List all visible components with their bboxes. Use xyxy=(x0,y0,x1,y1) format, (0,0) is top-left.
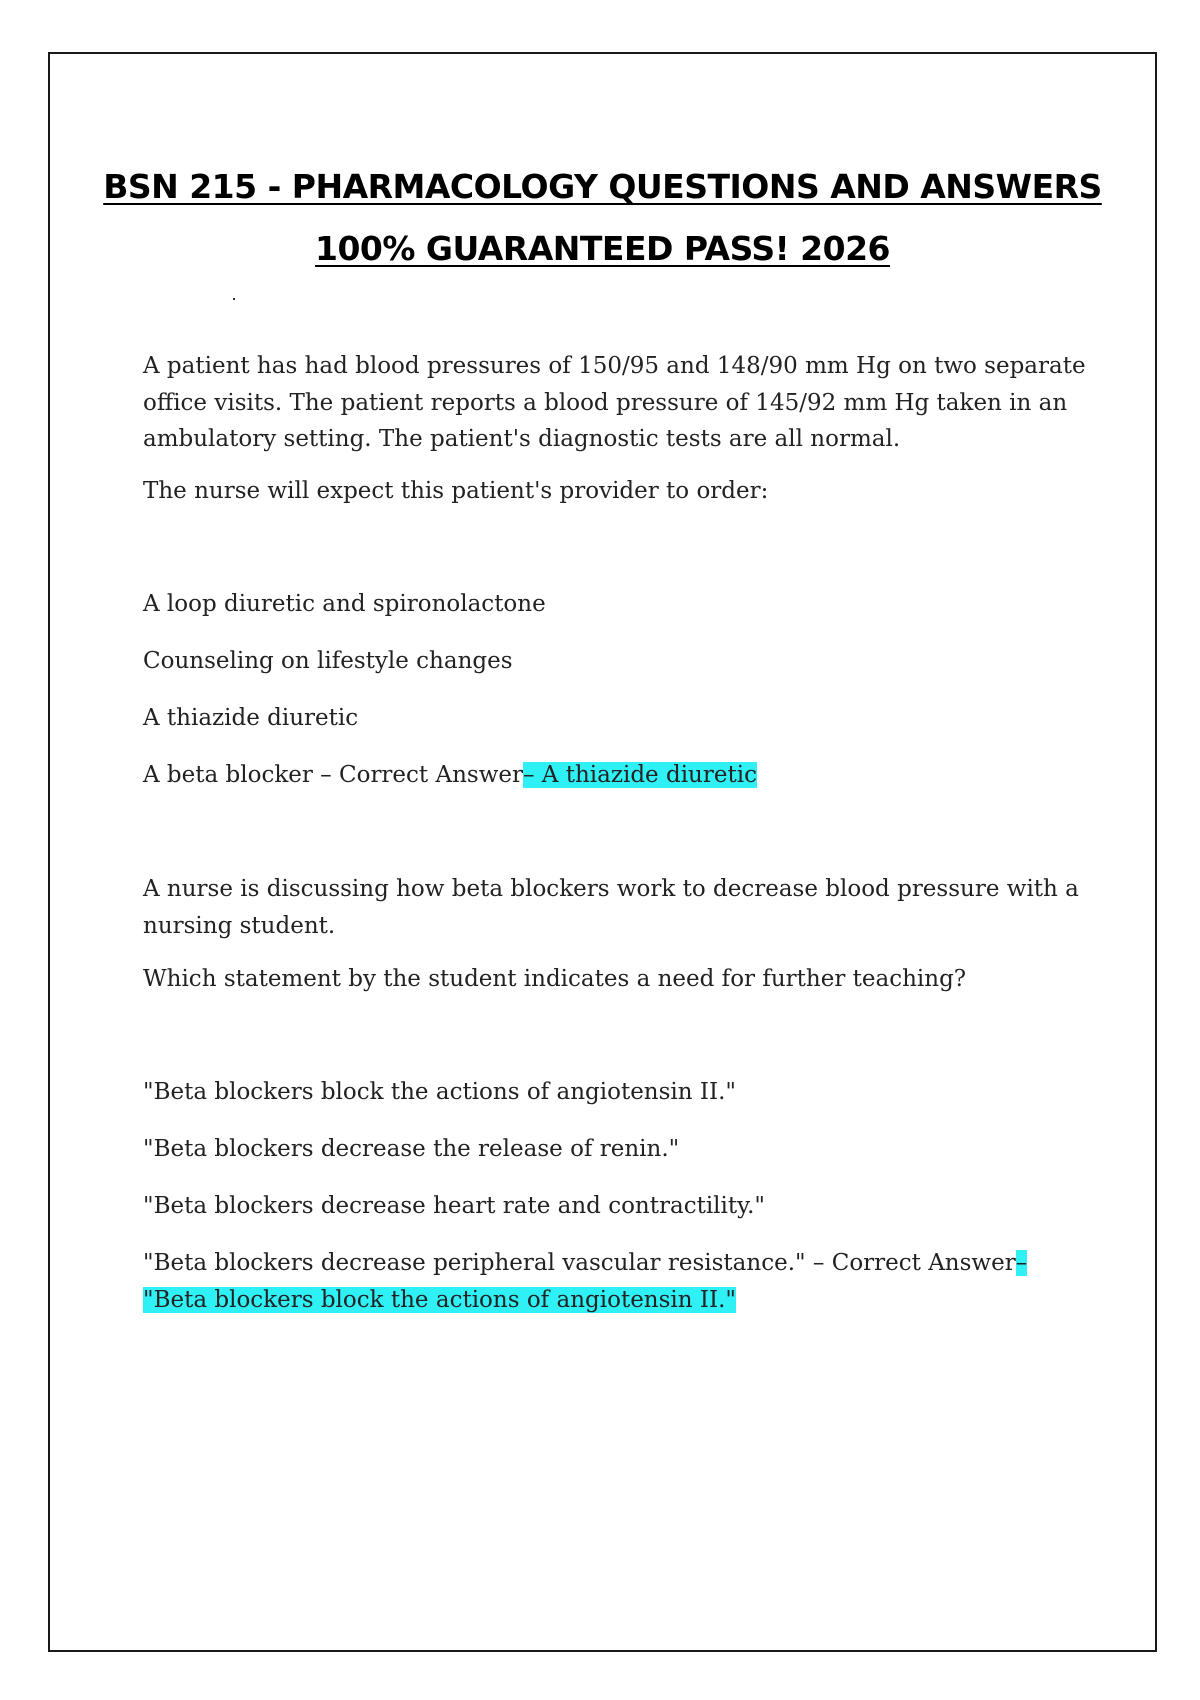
question-1-option-d xyxy=(143,757,1103,794)
question-1-option-d-text: A beta blocker xyxy=(143,762,313,788)
question-2-stem-line: A nurse is discussing how beta blockers work to decrease blood pressure with a xyxy=(143,876,1079,902)
question-1-answer-label: – Correct Answer xyxy=(312,762,523,788)
question-2-stem-line: nursing student. xyxy=(143,912,336,939)
question-1-option-c: A thiazide diuretic xyxy=(143,705,359,731)
question-2-option-d xyxy=(143,1245,1103,1318)
question-1-stem-line: A patient has had blood pressures of 150/95 and 148/90 mm Hg on two separate xyxy=(143,353,1086,379)
title-line-1: BSN 215 - PHARMACOLOGY QUESTIONS AND ANSWERS xyxy=(103,167,1102,206)
question-1-stem xyxy=(143,348,1103,458)
question-2-answer-highlight: "Beta blockers block the actions of angiotensin II." xyxy=(143,1286,736,1313)
question-2-answer-dash: – xyxy=(1015,1250,1028,1276)
question-2-prompt: Which statement by the student indicates a need for further teaching? xyxy=(143,966,967,992)
question-1-prompt: The nurse will expect this patient's provider to order: xyxy=(143,478,769,504)
question-2-option-b: "Beta blockers decrease the release of renin." xyxy=(143,1136,680,1162)
question-2-option-a: "Beta blockers block the actions of angiotensin II." xyxy=(143,1079,736,1105)
question-2-answer-label: – Correct Answer xyxy=(805,1250,1016,1276)
document-title xyxy=(50,156,1155,280)
question-1-stem-line: ambulatory setting. The patient's diagnostic tests are all normal. xyxy=(143,426,901,452)
question-1-stem-line: office visits. The patient reports a blood pressure of 145/92 mm Hg taken in an xyxy=(143,389,1068,416)
document-page xyxy=(48,52,1157,1652)
stray-dot xyxy=(233,298,235,300)
question-2-option-d-text: "Beta blockers decrease peripheral vascular resistance." xyxy=(143,1250,806,1276)
question-2-option-c: "Beta blockers decrease heart rate and contractility." xyxy=(143,1193,765,1219)
question-1-option-a: A loop diuretic and spironolactone xyxy=(143,591,546,617)
title-line-2: 100% GUARANTEED PASS! 2026 xyxy=(314,229,891,268)
question-1-answer-highlight: – A thiazide diuretic xyxy=(523,762,757,788)
question-2-stem xyxy=(143,871,1103,944)
question-1-option-b: Counseling on lifestyle changes xyxy=(143,648,513,674)
